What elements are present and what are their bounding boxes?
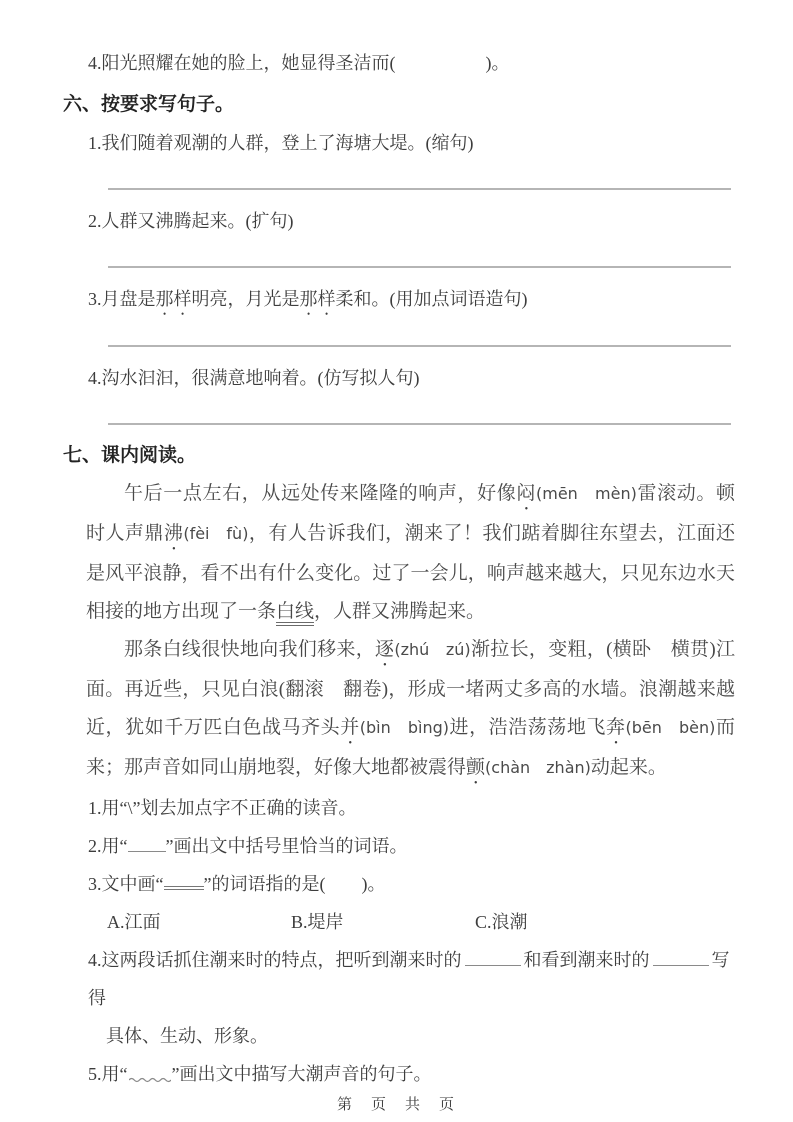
blank-underline <box>128 835 166 852</box>
question-text: 3.文中画“ <box>88 874 164 894</box>
question-text: 4.这两段话抓住潮来时的特点，把听到潮来时的 <box>88 950 462 970</box>
question-7-2 <box>63 827 737 865</box>
text-run: 而来；那声音如同山崩地裂，好像大地都被震得 <box>86 717 735 778</box>
text-run: 进，浩浩荡荡地飞 <box>448 717 606 738</box>
question-text: 写得 <box>88 950 730 1008</box>
question-text: 2.人群又沸腾起来。(扩句) <box>88 211 294 231</box>
emphasized-text: 逐 <box>375 639 395 660</box>
question-text: 2.用“ <box>88 836 128 856</box>
blank-double-underline <box>164 873 204 890</box>
question-text: ”画出文中描写大潮声音的句子。 <box>171 1064 432 1084</box>
option-c: C.浪潮 <box>475 912 528 932</box>
question-7-4 <box>63 941 737 1055</box>
text-run: 那条白线很快地向我们移来， <box>124 639 376 660</box>
emphasized-text: 奔 <box>605 717 626 738</box>
pinyin-choice: (chàn zhàn) <box>485 758 591 777</box>
answer-line <box>108 266 731 268</box>
double-underlined-text: 白线 <box>276 601 314 626</box>
pinyin-choice: (fèi fù) <box>183 524 249 543</box>
option-b: B.堤岸 <box>291 912 344 932</box>
blank-underline <box>465 949 521 966</box>
section-6-title <box>63 86 737 124</box>
answer-line <box>108 188 731 190</box>
question-text: 4.沟水汩汩，很满意地响着。(仿写拟人句) <box>88 368 420 388</box>
emphasized-text: 那样 <box>299 289 336 309</box>
emphasized-text: 颤 <box>466 757 486 778</box>
choice-options-row <box>63 903 737 941</box>
question-text-continued: 具体、生动、形象。 <box>106 1026 268 1046</box>
text-run: 雷滚动。顿时人声鼎 <box>86 483 735 544</box>
question-text: 1.我们随着观潮的人群，登上了海塘大堤。(缩句) <box>88 133 474 153</box>
passage-paragraph-1 <box>86 475 735 631</box>
pinyin-choice: (zhú zú) <box>394 640 471 659</box>
blank-underline <box>653 949 709 966</box>
question-6-1 <box>63 124 737 162</box>
question-text: 5.用“ <box>88 1064 128 1084</box>
section-title-text: 七、课内阅读。 <box>63 445 197 466</box>
question-7-3 <box>63 865 737 903</box>
question-6-4 <box>63 359 737 397</box>
question-text: ”画出文中括号里恰当的词语。 <box>165 836 408 856</box>
question-text: 3.月盘是 <box>88 289 156 309</box>
text-run: ，有人告诉我们，潮来了！我们踮着脚往东望去，江面还是风平浪静，看不出有什么变化。过了一会儿，响声越来越大，只见东边水天相接的地方出现了一条 <box>86 523 735 622</box>
text-run: 动起来。 <box>590 757 667 778</box>
answer-line <box>108 345 731 347</box>
page-footer <box>0 1093 793 1114</box>
question-text: 1.用“\”划去加点字不正确的读音。 <box>88 798 357 818</box>
reading-passage <box>63 475 737 789</box>
question-6-2 <box>63 202 737 240</box>
question-text: 明亮，月光是 <box>191 289 300 309</box>
fill-blank-item-4 <box>63 44 737 82</box>
emphasized-text: 沸 <box>163 523 184 544</box>
page-footer-text: 第 页 共 页 <box>336 1096 456 1113</box>
question-text: 4.阳光照耀在她的脸上，她显得圣洁而( )。 <box>88 53 510 73</box>
question-7-5 <box>63 1055 737 1093</box>
question-7-1 <box>63 789 737 827</box>
question-6-3 <box>63 280 737 319</box>
section-7-title <box>63 437 737 475</box>
pinyin-choice: (mēn mèn) <box>536 484 637 503</box>
emphasized-text: 并 <box>340 717 360 738</box>
text-run: 渐拉长，变粗，(横卧 横贯)江面。再近些，只见白浪(翻滚 翻卷)，形成一堵两丈多高的水墙。浪潮越来越近，犹如千万匹白色战马齐头 <box>86 639 735 738</box>
emphasized-text: 闷 <box>516 483 536 504</box>
pinyin-choice: (bēn bèn) <box>625 718 716 737</box>
question-text: ”的词语指的是( )。 <box>203 874 386 894</box>
wavy-line-icon <box>129 1076 171 1084</box>
pinyin-choice: (bìn bìng) <box>359 718 449 737</box>
option-a: A.江面 <box>107 912 161 932</box>
passage-paragraph-2 <box>86 631 735 789</box>
emphasized-text: 那样 <box>155 289 192 309</box>
blank-wavy-underline <box>128 1063 172 1080</box>
text-run: ，人群又沸腾起来。 <box>314 601 486 622</box>
question-text: 柔和。(用加点词语造句) <box>335 289 528 309</box>
text-run: 午后一点左右，从远处传来隆隆的响声，好像 <box>124 483 517 504</box>
question-text: 和看到潮来时的 <box>523 950 650 970</box>
section-title-text: 六、按要求写句子。 <box>63 94 235 115</box>
answer-line <box>108 423 731 425</box>
